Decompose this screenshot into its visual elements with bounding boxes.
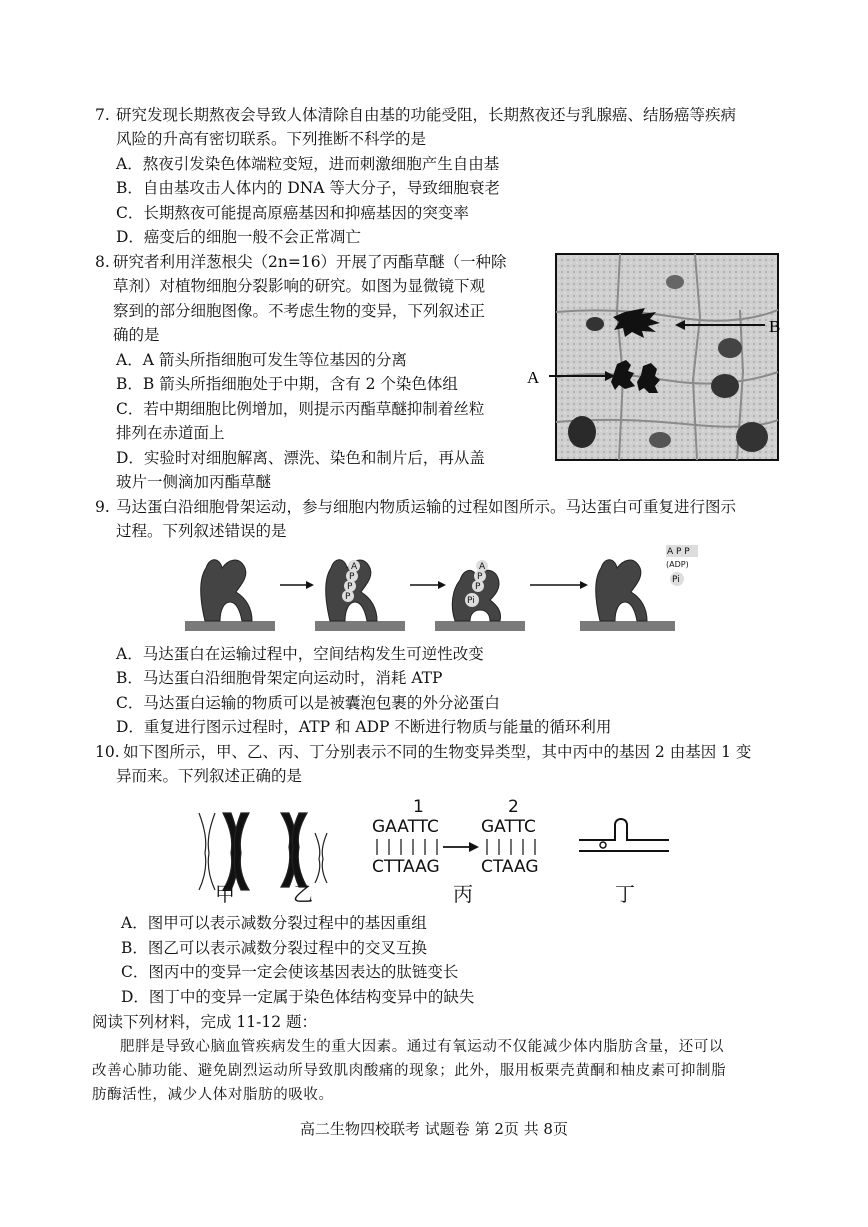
q8-stem-line2: 草剂）对植物细胞分裂影响的研究。如图为显微镜下观 [113, 277, 486, 295]
q9-stem-line2: 过程。下列叙述错误的是 [116, 522, 287, 540]
q8-number: 8. [95, 253, 110, 271]
q7-option-a: A．熬夜引发染色体端粒变短，进而刺激细胞产生自由基 [116, 155, 500, 173]
q9-option-c: C．马达蛋白运输的物质可以是被囊泡包裹的外分泌蛋白 [116, 694, 500, 712]
label-ding: 丁 [615, 882, 635, 903]
atp2-p1: P [477, 572, 483, 582]
label-yi: 乙 [293, 882, 313, 903]
atp-p1: P [349, 572, 355, 582]
gene2-bottom-strand: CTAAG [481, 857, 539, 877]
atp2-a: A [479, 562, 486, 572]
gene1-label: 1 [413, 797, 424, 817]
atp2-p2: P [475, 582, 481, 592]
gene1-bottom-strand: CTTAAG [372, 857, 440, 877]
label-jia: 甲 [215, 882, 235, 903]
q8-option-c-line2: 排列在赤道面上 [116, 424, 225, 442]
q8-option-a: A．A 箭头所指细胞可发生等位基因的分离 [116, 351, 407, 369]
q7-stem-line2: 风险的升高有密切联系。下列推断不科学的是 [116, 130, 427, 148]
atp-a: A [351, 562, 358, 572]
q8-stem-line4: 确的是 [113, 326, 160, 344]
q10-option-a: A．图甲可以表示减数分裂过程中的基因重组 [121, 914, 427, 932]
q7-option-d: D．癌变后的细胞一般不会正常凋亡 [116, 228, 361, 246]
q8-option-b: B．B 箭头所指细胞处于中期，含有 2 个染色体组 [116, 375, 458, 393]
gene2-label: 2 [508, 797, 519, 817]
reading-line2: 改善心肺功能、避免剧烈运动所导致肌肉酸痛的现象；此外，服用板栗壳黄酮和柚皮素可抑制脂 [92, 1063, 727, 1079]
microscope-image [525, 252, 785, 464]
q7-option-c: C．长期熬夜可能提高原癌基因和抑癌基因的突变率 [116, 204, 469, 222]
page-footer: 高二生物四校联考 试题卷 第 2页 共 8页 [300, 1120, 568, 1138]
q8-option-c-line1: C．若中期细胞比例增加，则提示丙酯草醚抑制着丝粒 [116, 400, 485, 418]
q8-stem-line3: 察到的部分细胞图像。不考虑生物的变异，下列叙述正 [113, 302, 486, 320]
atp-p2: P [347, 582, 353, 592]
q8-stem-line1: 研究者利用洋葱根尖（2n=16）开展了丙酯草醚（一种除 [113, 253, 507, 271]
q10-stem-line2: 异而来。下列叙述正确的是 [116, 767, 303, 785]
label-b: B [769, 317, 781, 336]
adp-label: A P P [667, 547, 690, 557]
q7-option-b: B．自由基攻击人体内的 DNA 等大分子，导致细胞衰老 [116, 179, 500, 197]
q8-option-d-line1: D．实验时对细胞解离、漂洗、染色和制片后，再从盖 [116, 449, 485, 467]
label-a: A [527, 368, 540, 387]
reading-line1: 肥胖是导致心脑血管疾病发生的重大因素。通过有氧运动不仅能减少体内脂肪含量，还可以 [120, 1039, 724, 1055]
q10-option-b: B．图乙可以表示减数分裂过程中的交叉互换 [121, 939, 427, 957]
reading-intro: 阅读下列材料，完成 11-12 题： [92, 1013, 318, 1031]
q10-stem-line1: 如下图所示，甲、乙、丙、丁分别表示不同的生物变异类型，其中丙中的基因 2 由基因 1 变 [123, 743, 752, 761]
q7-number: 7. [95, 106, 110, 124]
q7-stem-line1: 研究发现长期熬夜会导致人体清除自由基的功能受阻，长期熬夜还与乳腺癌、结肠癌等疾病 [116, 106, 737, 124]
gene1-top-strand: GAATTC [372, 817, 439, 837]
label-bing: 丙 [453, 882, 473, 903]
pi-label: Pi [672, 575, 680, 585]
q9-number: 9. [95, 498, 110, 516]
gene2-top-strand: GATTC [481, 817, 536, 837]
q10-option-c: C．图丙中的变异一定会使该基因表达的肽链变长 [121, 963, 459, 981]
q10-number: 10. [95, 743, 120, 761]
q9-stem-line1: 马达蛋白沿细胞骨架运动，参与细胞内物质运输的过程如图所示。马达蛋白可重复进行图示 [116, 498, 737, 516]
q8-option-d-line2: 玻片一侧滴加丙酯草醚 [116, 473, 272, 491]
adp-paren: (ADP) [666, 560, 689, 569]
atp2-pi: Pi [467, 596, 475, 606]
reading-line3: 肪酶活性，减少人体对脂肪的吸收。 [92, 1087, 334, 1103]
q10-option-d: D．图丁中的变异一定属于染色体结构变异中的缺失 [121, 988, 475, 1006]
q9-option-a: A．马达蛋白在运输过程中，空间结构发生可逆性改变 [116, 645, 484, 663]
q9-option-b: B．马达蛋白沿细胞骨架定向运动时，消耗 ATP [116, 669, 443, 687]
motor-protein-diagram [180, 540, 720, 640]
atp-p3: P [345, 592, 351, 602]
variation-diagram [185, 795, 685, 903]
q9-option-d: D．重复进行图示过程时，ATP 和 ADP 不断进行物质与能量的循环利用 [116, 718, 612, 736]
